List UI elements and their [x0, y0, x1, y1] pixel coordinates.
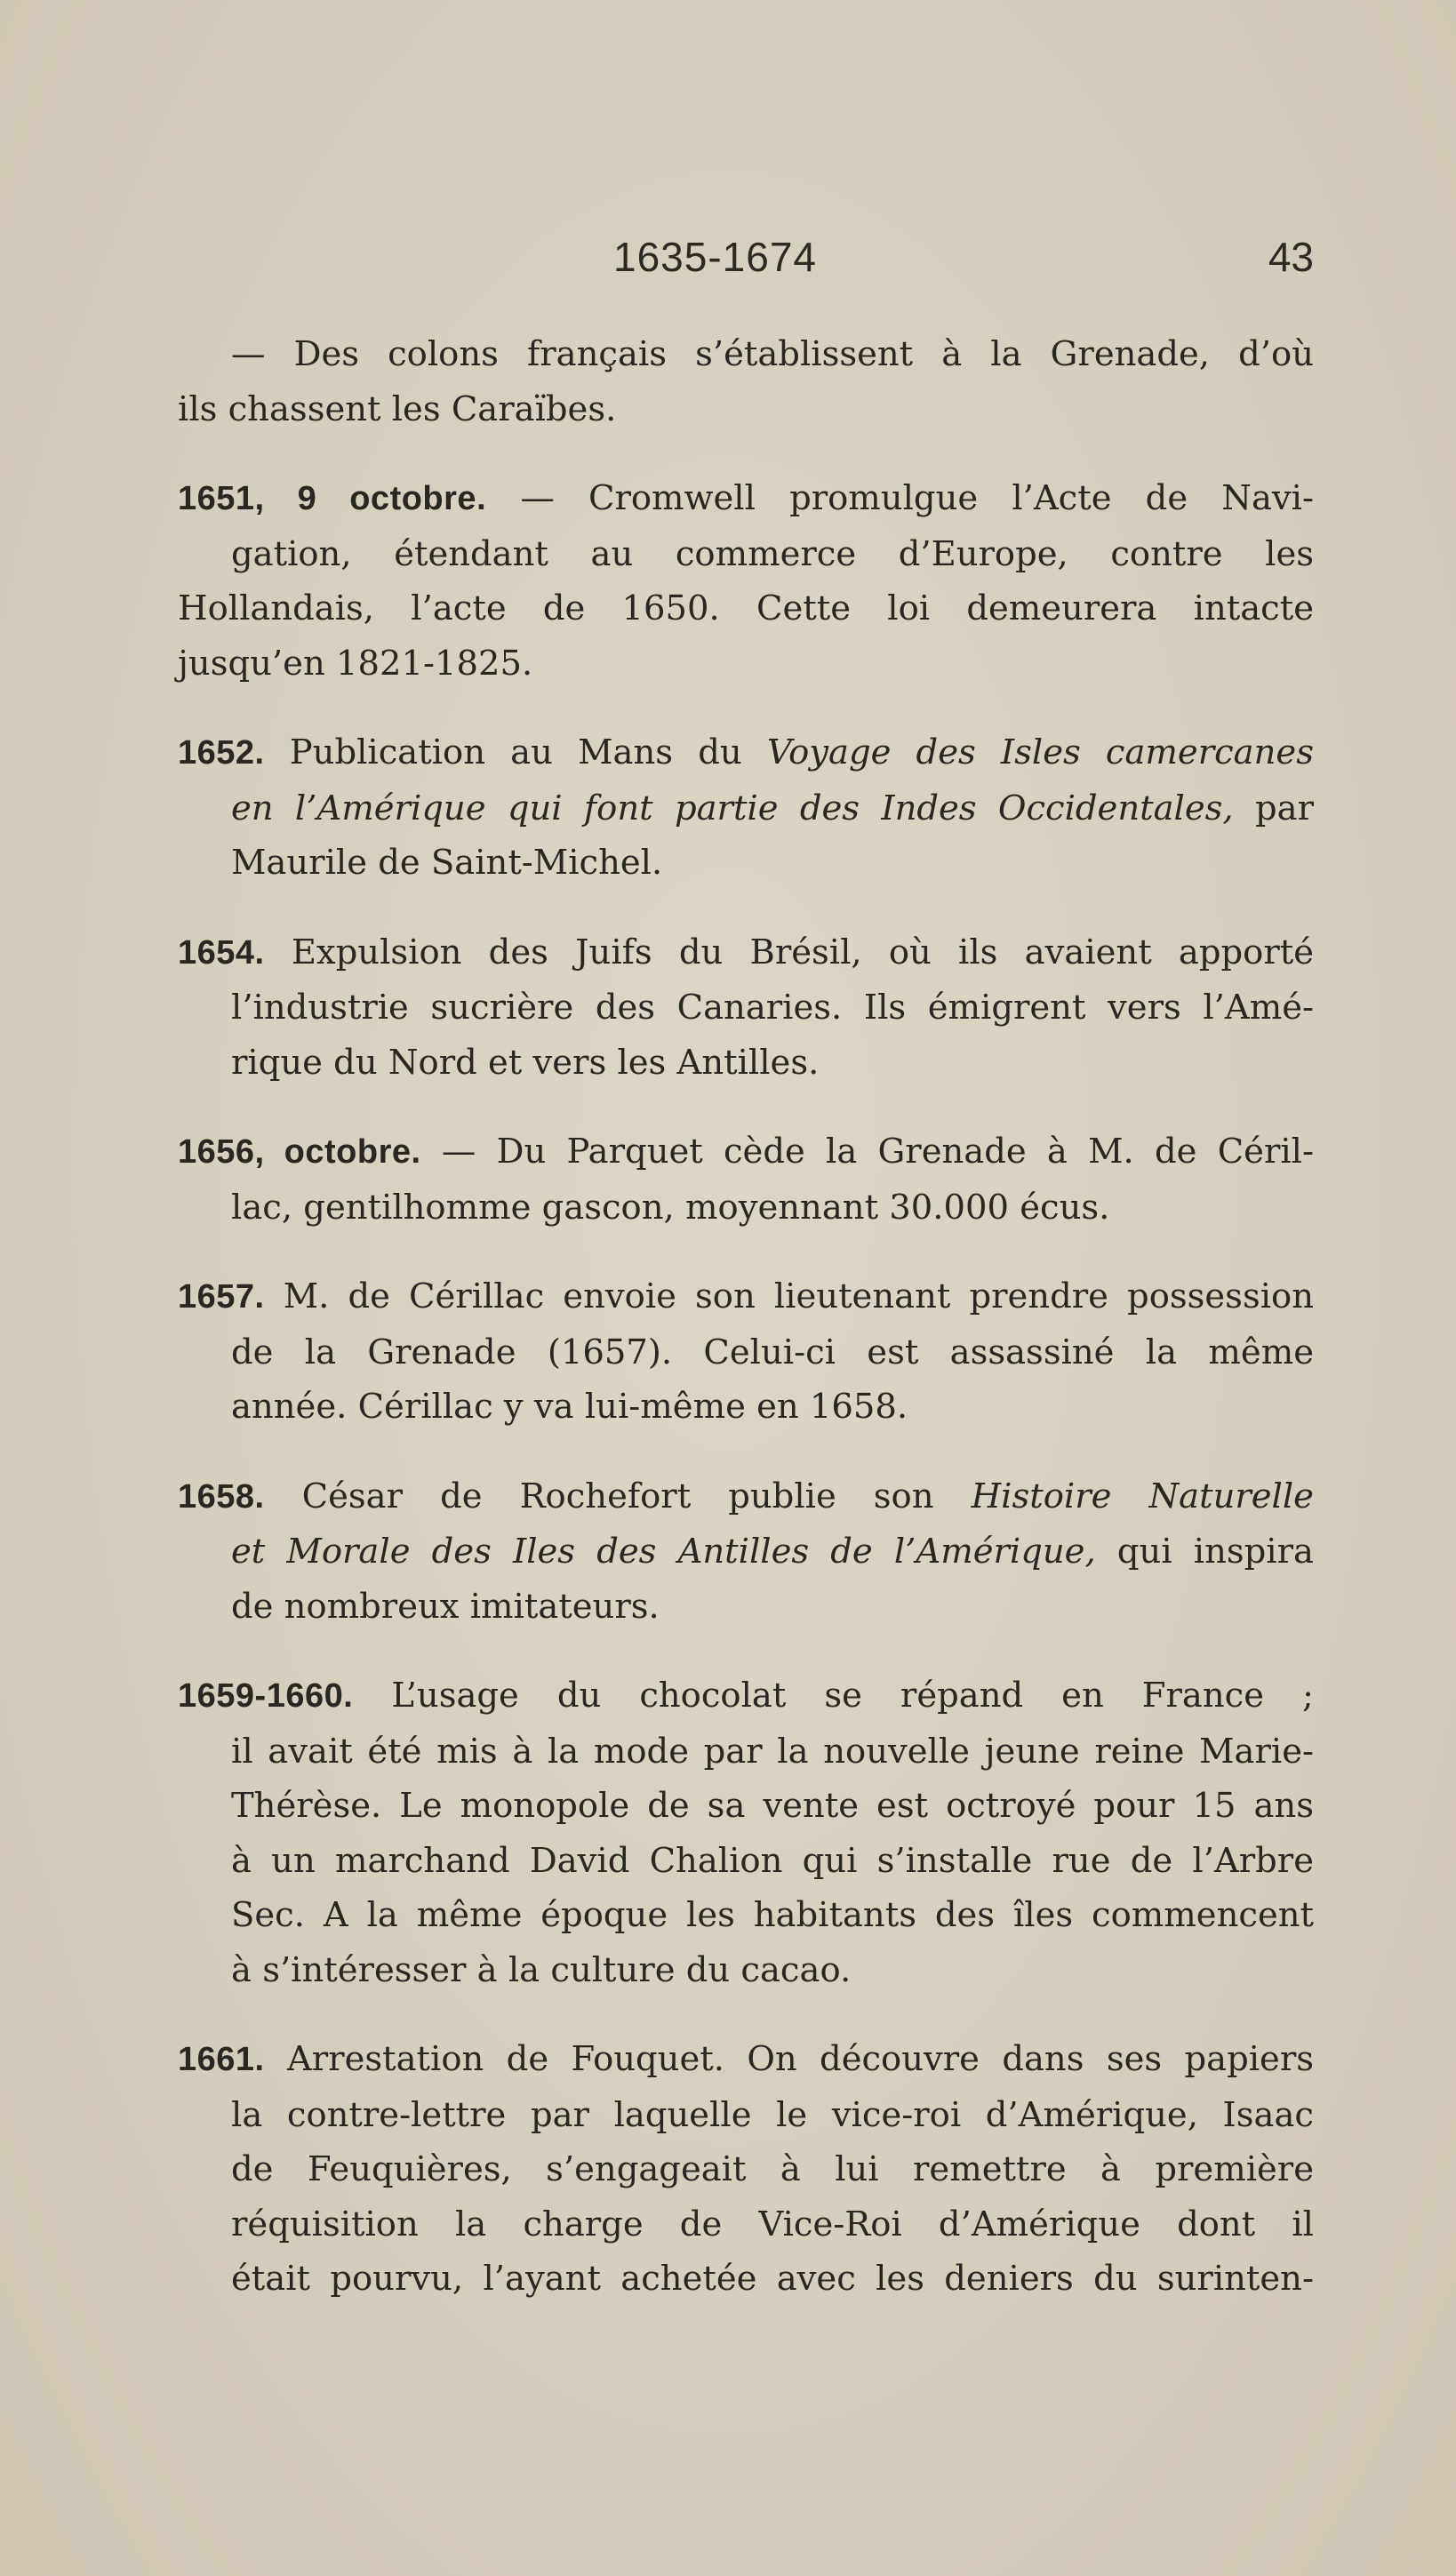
entry-date: 1657. — [178, 1278, 265, 1316]
book-title: et Morale des Iles des Antilles de l’Amérique, — [231, 1532, 1096, 1572]
entry-1659-1660 — [178, 1668, 1314, 1997]
entry-1652 — [178, 725, 1314, 891]
text-line: année. Cérillac y va lui-même en 1658. — [231, 1387, 908, 1427]
entry-text: Expulsion des Juifs du Brésil, où ils avaient apporté — [291, 932, 1314, 972]
text-line — [178, 1269, 1314, 1325]
running-title: 1635-1674 — [613, 234, 817, 280]
entry-text: qui inspira — [1116, 1532, 1314, 1572]
text-line: de nombreux imitateurs. — [231, 1586, 660, 1627]
text-line: à un marchand David Chalion qui s’installe rue de l’Arbre — [231, 1840, 1314, 1881]
entry-date: 1654. — [178, 933, 265, 972]
entry-date: 1651, 9 octobre. — [178, 480, 487, 517]
chronology-text — [178, 327, 1314, 2341]
text-line: Thérèse. Le monopole de sa vente est octroyé pour 15 ans — [231, 1786, 1314, 1826]
text-line — [178, 471, 1314, 527]
text-line: Hollandais, l’acte de 1650. Cette loi demeurera intacte — [178, 588, 1314, 628]
page-number: 43 — [1268, 234, 1314, 280]
book-title: en l’Amérique qui font partie des Indes Occidentales, — [231, 788, 1234, 828]
text-line: Sec. A la même époque les habitants des îles commencent — [231, 1895, 1314, 1935]
text-line: réquisition la charge de Vice-Roi d’Amérique dont il — [231, 2204, 1314, 2244]
text-line: la contre-lettre par laquelle le vice-roi d’Amérique, Isaac — [231, 2094, 1314, 2135]
text-line — [178, 2032, 1314, 2088]
text-line — [178, 1524, 1314, 1580]
text-line: Maurile de Saint-Michel. — [231, 843, 663, 883]
text-line: était pourvu, l’ayant achetée avec les deniers du surinten- — [231, 2259, 1314, 2299]
text-line: gation, étendant au commerce d’Europe, contre les — [231, 533, 1314, 574]
entry-text: Arrestation de Fouquet. On découvre dans ses papiers — [286, 2039, 1314, 2079]
text-line: lac, gentilhomme gascon, moyennant 30.000 écus. — [231, 1187, 1110, 1228]
text-line — [178, 725, 1314, 781]
book-title: Histoire Naturelle — [971, 1476, 1314, 1516]
entry-1651 — [178, 471, 1314, 691]
entry-text: César de Rochefort publie son — [301, 1476, 934, 1516]
text-line: ils chassent les Caraïbes. — [178, 388, 617, 429]
entry-1661 — [178, 2032, 1314, 2307]
entry-date: 1652. — [178, 734, 265, 772]
text-line: l’industrie sucrière des Canaries. Ils émigrent vers l’Amé- — [231, 988, 1314, 1028]
text-line: à s’intéresser à la culture du cacao. — [231, 1949, 852, 1990]
text-line — [178, 781, 1314, 836]
entry-1657 — [178, 1269, 1314, 1435]
text-line: de la Grenade (1657). Celui-ci est assassiné la même — [231, 1332, 1314, 1372]
text-line — [178, 1668, 1314, 1724]
text-line: — Des colons français s’établissent à la Grenade, d’où — [231, 334, 1314, 374]
entry-date: 1656, octobre. — [178, 1133, 421, 1171]
entry-grenade-colonists — [178, 327, 1314, 436]
text-line: rique du Nord et vers les Antilles. — [231, 1042, 820, 1083]
entry-text: Publication au Mans du — [289, 732, 742, 772]
entry-date: 1659-1660. — [178, 1677, 354, 1715]
entry-text: — Cromwell promulgue l’Acte de Navi- — [520, 478, 1314, 518]
text-line — [178, 1469, 1314, 1525]
page-header — [178, 233, 1314, 295]
entry-date: 1658. — [178, 1477, 265, 1516]
entry-text: — Du Parquet cède la Grenade à M. de Céril- — [441, 1132, 1314, 1172]
entry-text: M. de Cérillac envoie son lieutenant prendre possession — [283, 1276, 1314, 1316]
entry-text: par — [1254, 788, 1314, 828]
book-title: Voyage des Isles camercanes — [766, 732, 1314, 772]
entry-1658 — [178, 1469, 1314, 1635]
text-line: il avait été mis à la mode par la nouvelle jeune reine Marie- — [231, 1731, 1314, 1772]
text-line: de Feuquières, s’engageait à lui remettre à première — [231, 2149, 1314, 2189]
entry-1656 — [178, 1124, 1314, 1235]
text-line — [178, 925, 1314, 981]
entry-date: 1661. — [178, 2041, 265, 2078]
entry-1654 — [178, 925, 1314, 1091]
text-line — [178, 1124, 1314, 1180]
entry-text: L’usage du chocolat se répand en France ; — [391, 1676, 1314, 1716]
text-line: jusqu’en 1821-1825. — [178, 643, 533, 684]
